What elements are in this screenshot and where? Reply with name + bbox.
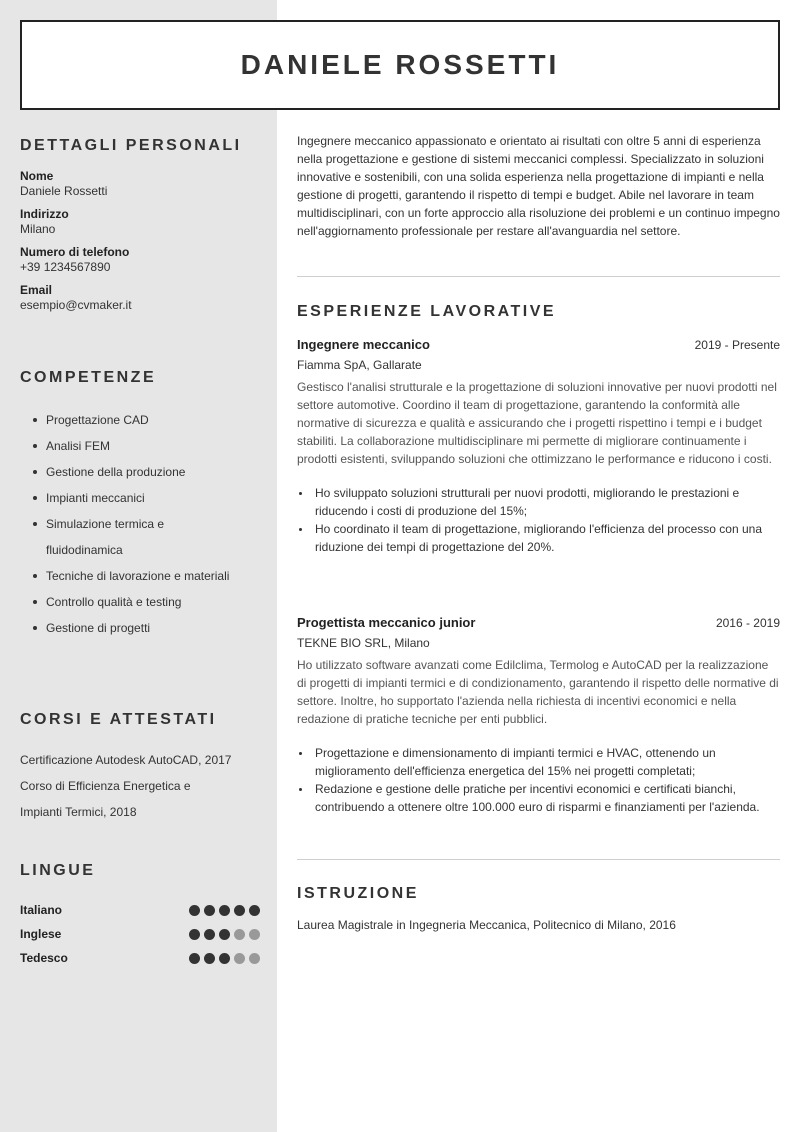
- languages-list: [20, 898, 260, 970]
- job-title: Ingegnere meccanico: [297, 337, 430, 352]
- skills-heading: COMPETENZE: [20, 369, 157, 386]
- detail-value: Milano: [20, 222, 56, 236]
- skill-item: Tecniche di lavorazione e materiali: [46, 563, 260, 589]
- languages-heading: LINGUE: [20, 862, 96, 879]
- profile-summary: Ingegnere meccanico appassionato e orientato ai risultati con oltre 5 anni di esperienza nella progettazione e gestione di sistemi meccanici complessi. Specializzato in soluzioni innovative e sostenibili, con una solida esperienza nella progettazione di impianti e nella gestione di progetti, garantendo il rispetto di tempi e budget. Abile nel lavorare in team multidisciplinari, con un forte approccio alla risoluzione dei problemi e un continuo impegno nell'aggiornamento professionale per restare all'avanguardia nel settore.: [297, 134, 780, 238]
- name-header: [20, 20, 780, 110]
- level-dot-filled: [189, 905, 200, 916]
- education-item: Laurea Magistrale in Ingegneria Meccanica, Politecnico di Milano, 2016: [297, 918, 676, 932]
- language-level-dots: [189, 929, 260, 940]
- level-dot-filled: [189, 929, 200, 940]
- level-dot-filled: [204, 929, 215, 940]
- detail-value: Daniele Rossetti: [20, 184, 108, 198]
- level-dot-empty: [234, 953, 245, 964]
- job-dates: 2016 - 2019: [715, 616, 780, 630]
- skill-item: Analisi FEM: [46, 433, 260, 459]
- job-title: Progettista meccanico junior: [297, 615, 476, 630]
- level-dot-filled: [204, 953, 215, 964]
- language-level-dots: [189, 905, 260, 916]
- skill-item: Simulazione termica e fluidodinamica: [46, 511, 196, 563]
- courses-heading: CORSI E ATTESTATI: [20, 711, 217, 728]
- courses-list: [20, 747, 260, 825]
- language-level-dots: [189, 953, 260, 964]
- detail-label: Indirizzo: [20, 207, 69, 221]
- job-header: [297, 615, 780, 630]
- achievement-item: Ho sviluppato soluzioni strutturali per nuovi prodotti, migliorando le prestazioni e riducendo i costi di produzione del 15%;: [315, 484, 780, 520]
- experience-heading: ESPERIENZE LAVORATIVE: [297, 303, 557, 320]
- candidate-name: DANIELE ROSSETTI: [240, 49, 560, 80]
- level-dot-filled: [189, 953, 200, 964]
- job-entry: [297, 615, 780, 816]
- personal-detail-email: [20, 283, 260, 313]
- divider: [297, 859, 780, 860]
- achievement-item: Ho coordinato il team di progettazione, migliorando l'efficienza del processo con una riduzione dei tempi di progettazione del 20%.: [315, 520, 780, 556]
- language-row: [20, 898, 260, 922]
- level-dot-filled: [219, 905, 230, 916]
- job-description: Ho utilizzato software avanzati come Edilclima, Termolog e AutoCAD per la realizzazione di progetti di impianti termici e di condizionamento, garantendo il rispetto delle normative di settore. Inoltre, ho supportato l'azienda nella richiesta di incentivi economici e nella redazione di pratiche tecniche per enti pubblici.: [297, 658, 779, 726]
- achievement-item: Progettazione e dimensionamento di impianti termici e HVAC, ottenendo un miglioramento dell'efficienza energetica del 15% nei progetti completati;: [315, 744, 780, 780]
- skill-item: Gestione della produzione: [46, 459, 260, 485]
- skill-item: Controllo qualità e testing: [46, 589, 260, 615]
- level-dot-filled: [234, 905, 245, 916]
- language-row: [20, 946, 260, 970]
- course-item: Corso di Efficienza Energetica e Impianti Termici, 2018: [20, 779, 191, 819]
- level-dot-empty: [249, 929, 260, 940]
- language-name: Italiano: [20, 903, 63, 917]
- job-achievements: [297, 484, 780, 556]
- divider: [297, 276, 780, 277]
- level-dot-filled: [219, 953, 230, 964]
- language-name: Tedesco: [20, 951, 68, 965]
- education-heading: ISTRUZIONE: [297, 885, 419, 902]
- level-dot-filled: [249, 905, 260, 916]
- level-dot-filled: [219, 929, 230, 940]
- job-achievements: [297, 744, 780, 816]
- job-company: Fiamma SpA, Gallarate: [297, 358, 422, 372]
- detail-value: +39 1234567890: [20, 260, 111, 274]
- detail-label: Email: [20, 283, 53, 297]
- skill-item: Gestione di progetti: [46, 615, 260, 641]
- detail-label: Numero di telefono: [20, 245, 130, 259]
- job-description: Gestisco l'analisi strutturale e la progettazione di soluzioni innovative per nuovi prodotti nel settore automotive. Coordino il team di progettazione, garantendo la conformità alle normative di sicurezza e qualità e assicurando che i progetti rispettino i tempi e i budget stabiliti. La collaborazione multidisciplinare mi permette di migliorare continuamente i prodotti esistenti, sviluppando soluzioni che ottimizzano le performance e riducono i costi.: [297, 380, 777, 466]
- email-link[interactable]: esempio@cvmaker.it: [20, 298, 132, 312]
- skills-list: [20, 407, 260, 641]
- language-name: Inglese: [20, 927, 62, 941]
- job-entry: [297, 337, 780, 556]
- personal-details-heading: DETTAGLI PERSONALI: [20, 137, 242, 154]
- personal-details-section: [20, 137, 260, 313]
- level-dot-empty: [234, 929, 245, 940]
- personal-detail-name: [20, 169, 260, 199]
- achievement-item: Redazione e gestione delle pratiche per incentivi economici e certificati bianchi, contribuendo a ottenere oltre 100.000 euro di risparmi e finanziamenti per l'azienda.: [315, 780, 780, 816]
- detail-label: Nome: [20, 169, 54, 183]
- skill-item: Impianti meccanici: [46, 485, 260, 511]
- language-row: [20, 922, 260, 946]
- course-item: Certificazione Autodesk AutoCAD, 2017: [20, 753, 232, 767]
- level-dot-filled: [204, 905, 215, 916]
- courses-section: [20, 711, 260, 825]
- level-dot-empty: [249, 953, 260, 964]
- job-company: TEKNE BIO SRL, Milano: [297, 636, 430, 650]
- personal-detail-phone: [20, 245, 260, 275]
- personal-detail-address: [20, 207, 260, 237]
- job-header: [297, 337, 780, 352]
- languages-section: [20, 862, 260, 970]
- skill-item: Progettazione CAD: [46, 407, 260, 433]
- skills-section: [20, 369, 260, 641]
- job-dates: 2019 - Presente: [694, 338, 780, 352]
